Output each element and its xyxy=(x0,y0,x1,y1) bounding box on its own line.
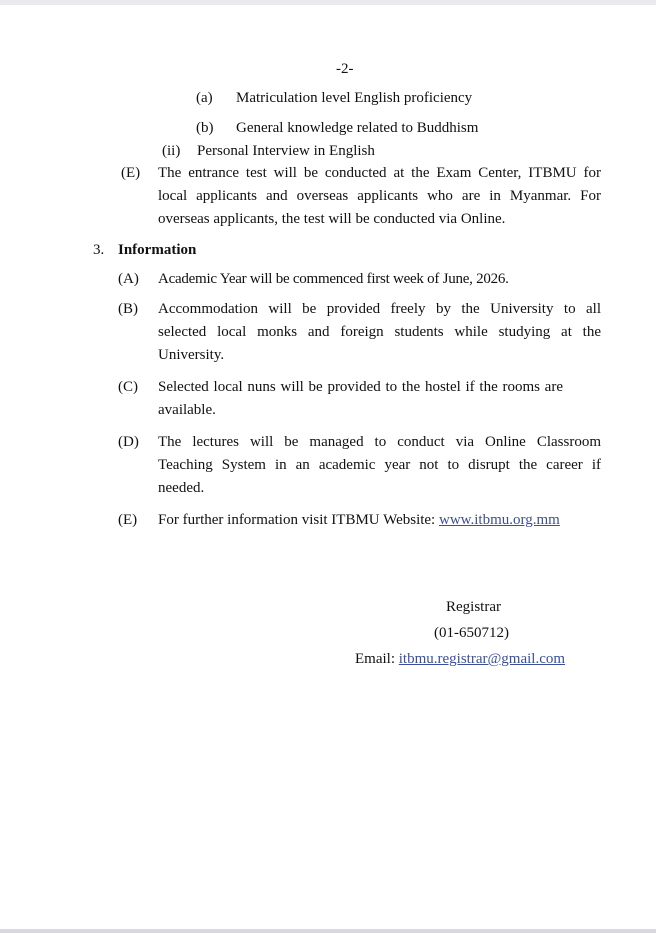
exam-sub-a-text: Matriculation level English proficiency xyxy=(236,90,473,106)
exam-sub-b-label: (b) xyxy=(196,120,214,136)
info-b-line-2: selected local monks and foreign students while studying at the xyxy=(158,324,601,340)
email-label: Email: xyxy=(355,651,395,667)
page-number: -2- xyxy=(336,61,354,77)
info-c-label: (C) xyxy=(118,379,138,395)
exam-ii-text: Personal Interview in English xyxy=(197,143,375,159)
website-link[interactable]: www.itbmu.org.mm xyxy=(438,512,560,528)
info-d-line-2: Teaching System in an academic year not to disrupt the career if xyxy=(158,457,601,473)
info-e-text: For further information visit ITBMU Website: xyxy=(158,512,436,528)
exam-sub-a-label: (a) xyxy=(196,90,213,106)
signature-email-line xyxy=(355,650,565,668)
section-number: 3. xyxy=(93,242,105,258)
exam-e-line-2: local applicants and overseas applicants who are in Myanmar. For xyxy=(158,188,601,204)
info-b-line-1: Accommodation will be provided freely by the University to all xyxy=(158,301,601,317)
info-c-line-2: available. xyxy=(158,402,216,418)
exam-ii-label: (ii) xyxy=(162,143,181,159)
exam-e-label: (E) xyxy=(121,165,141,181)
info-d-line-1: The lectures will be managed to conduct via Online Classroom xyxy=(158,434,601,450)
info-e-line xyxy=(158,511,560,529)
info-a-label: (A) xyxy=(118,271,139,287)
info-d-line-3: needed. xyxy=(158,480,205,496)
info-b-label: (B) xyxy=(118,301,138,317)
info-b-line-3: University. xyxy=(158,347,225,363)
exam-e-line-3: overseas applicants, the test will be conducted via Online. xyxy=(158,211,506,227)
info-e-label: (E) xyxy=(118,512,138,528)
info-d-label: (D) xyxy=(118,434,139,450)
signature-phone: (01-650712) xyxy=(434,625,509,641)
exam-e-line-1: The entrance test will be conducted at the Exam Center, ITBMU for xyxy=(158,165,601,181)
exam-sub-b-text: General knowledge related to Buddhism xyxy=(236,120,479,136)
signature-title: Registrar xyxy=(446,599,501,615)
page-bottom-edge xyxy=(0,929,656,933)
email-link[interactable]: itbmu.registrar@gmail.com xyxy=(398,651,566,667)
info-c-line-1: Selected local nuns will be provided to the hostel if the rooms are xyxy=(158,379,563,395)
info-a-line-1: Academic Year will be commenced first week of June, 2026. xyxy=(158,271,509,287)
section-heading: Information xyxy=(118,242,197,258)
page-top-edge xyxy=(0,0,656,5)
